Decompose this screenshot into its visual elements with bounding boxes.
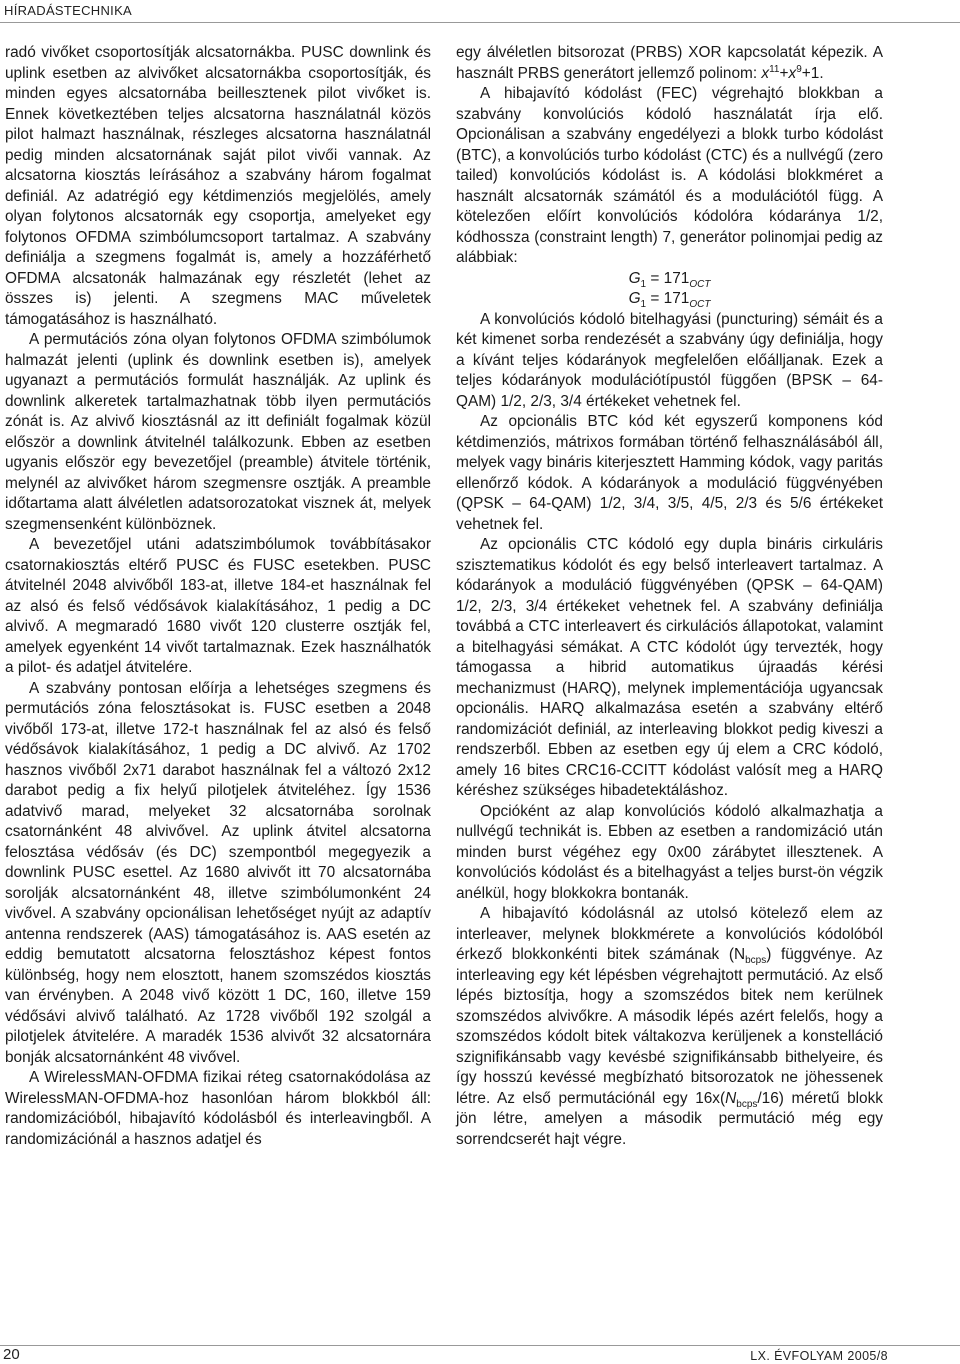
page-number: 20	[3, 1346, 20, 1363]
paragraph: Az opcionális CTC kódoló egy dupla bináris cirkuláris szisztematikus kódolót és egy belső interleavert tartalmaz. A kódarányok a moduláció függvényében (QPSK – 64-QAM) 1/2, 2/3, 3/4 értékeket vehetnek fel. A szabvány definiálja továbbá a CTC interleavert és cirkulációs állapotokat, valamint a bitelhagyási sémákat. A CTC kódolót úgy tervezték, hogy támogassa a hibrid automatikus újraadás kérési mechanizmust (HARQ), melynek implementációja ugyancsak opcionális. HARQ alkalmazása esetén a szabvány eltérő randomizációt definiál, az interleaving blokkot pedig kiveszi a rendszerből. Ebben az esetben egy új elem a CRC kódoló, amely 16 bites CRC16-CCITT kódolást valósít meg a HARQ kéréshez szükséges hibadetektáláshoz.	[456, 536, 883, 799]
paragraph-text: A hibajavító kódolásnál az utolsó kötelező elem az interleaver, melynek blokkmérete a konvolúciós kódolóból érkező blokkonkénti bitek számának (N	[456, 905, 883, 963]
paragraph: A konvolúciós kódoló bitelhagyási (puncturing) sémáit és a két kimenet sorba rendezését a szabvány úgy definiálja, hogy a kívánt teljes kódarányok megfelelően előálljanak. Ezek a teljes kódarányok modulációtípustól függően (BPSK – 64-QAM) 1/2, 2/3, 3/4 értékeket vehetnek fel.	[456, 310, 883, 410]
paragraph-text: ) függvénye. Az interleaving egy két lépésben végrehajtott permutáció. Az első lépés biztosítja, hogy a szomszédos bitek nem kerülnek szomszédos alvivőkre. A második lépés azért felelős, hogy a szomszédos kódolt bitek váltakozva kerüljenek a konstelláció szignifikánsabb vagy kevésbé szignifikánsabb bithelyeire, és így hosszú kevéssé megbízható bitsorozatok ne jöhessenek létre. Az első permutációnál egy 16x(	[456, 946, 883, 1107]
polynomial-var: x	[788, 64, 797, 82]
polynomial-var: x	[761, 64, 770, 82]
paragraph	[456, 43, 883, 84]
paragraph: A hibajavító kódolást (FEC) végrehajtó blokkban a szabvány konvolúciós kódoló használatát írja elő. Opcionálisan a szabvány engedélyezi a blokk turbo kódolást (BTC), a konvolúciós turbo kódolást (CTC) és a nullvégű (zero tailed) konvolúciós kódolást is. A kódolási blokkméret a használt alcsatornák számától és a modulációtól függ. A kötelezően előírt konvolúciós kódolóra kódaránya 1/2, kódhossza (constraint length) 7, generátor polinomjai pedig az alábbiak:	[456, 85, 883, 266]
paragraph: A bevezetőjel utáni adatszimbólumok továbbításakor csatornakiosztás eltérő PUSC és FUSC esetekben. PUSC átvitelnél 2048 alvivőből 183-at, illetve 184-et használnak fel az alsó és felső védősávok kialakításához, 1 pedig a DC alvivő. A megmaradó 1680 vivőt 120 clusterre osztják fel, amelyek egyenként 14 vivőt tartalmaznak. Ezek használhatók a pilot- és adatjel átvitelére.	[5, 536, 431, 676]
polynomial-plus: +	[779, 64, 789, 82]
polynomial-exponent: 11	[769, 63, 780, 75]
equation-sub: 1	[640, 299, 647, 311]
header-divider	[0, 22, 960, 23]
paragraph: radó vivőket csoportosítják alcsatornákba. PUSC downlink és uplink esetben az alvivőket alcsatornákba csoportosítják, és minden egyes alcsatornába beillesztenek pilot vivőket is. Ennek következtében teljes alcsatorna használatnál közös pilot halmazt használnak, részleges alcsatorna használatnál pedig minden alcsatornának saját pilot vivői vannak. Az alcsatorna kiosztás leírásához a szabvány három fogalmat definiál. Az adatrégió egy kétdimenziós megjelölés, amely olyan folytonos alcsatornák egy csoportja, amelyeket egy folytonos OFDMA szimbólumcsoport tartalmaz. A szabvány definiálja a szegmens fogalmát is, amely a hozzáférhető OFDMA alcsatonák halmazának egy részletét (lehet az összes is) jelenti. A szegmens MAC műveletek támogatásához is használható.	[5, 44, 431, 328]
paragraph: A szabvány pontosan előírja a lehetséges szegmens és permutációs zóna felosztásokat is. FUSC esetben a 2048 vivőből 173-at, illetve 172-t használnak fel az alsó és felső védősávok kialakításához, 1 pedig a DC alvivő. Az 1702 hasznos vivőből 2x71 darabot használnak fel a változó 2x12 darabot pedig a fix helyű pilotjelek átviteléhez. Így 1536 adatvivő marad, melyeket 32 alcsatornába sorolnak csatornánként 48 alvivővel. Az uplink átvitel alcsatorna felosztása védősáv (és DC) szempontból megegyezik a downlink PUSC esettel. Az 1680 alvivőt itt 70 alcsatornába sorolják alcsatornánként 48, illetve szimbólumonként 24 vivővel. A szabvány opcionálisan lehetőséget nyújt az adaptív antenna rendszerek (AAS) támogatásához is. AAS esetén az eddig bemutatott alcsatorna felosztáshoz képest fontos különbség, hogy nem elosztott, hanem szomszédos kiosztás van érvényben. A 2048 vivő között 1 DC, 160, illetve 159 védősávi alvivő található. Az 1728 vivőből 192 szolgál a pilotjelek átvitelére. A maradék 1536 alvivőt 32 alcsatornára bonják alcsatornánként 48 vivővel.	[5, 679, 431, 1066]
paragraph-text: egy álvéletlen bitsorozat (PRBS) XOR kapcsolatát képezik. A használt PRBS generátort jellemző polinom:	[456, 44, 883, 82]
equation	[456, 289, 883, 310]
right-column	[456, 43, 883, 1150]
paragraph: Opcióként az alap konvolúciós kódoló alkalmazhatja a nullvégű technikát is. Ebben az esetben a randomizáció után minden burst végéhez egy 0x00 zárábytet illesztenek. A konvolúciós kódolást és a bitelhagyást a teljes burst-ön végzik anélkül, hogy blokkokra bontanák.	[456, 802, 883, 902]
footer-divider	[0, 1345, 960, 1346]
left-column	[5, 43, 431, 1150]
equation-rhs: = 171	[646, 269, 690, 287]
paragraph-text: /16) méretű blokk jön létre, amelyen a második permutáció még egy sorrendcserét hajt végre.	[456, 1089, 883, 1148]
subscript: bcps	[745, 955, 767, 967]
equation-var: G	[628, 290, 641, 307]
equation-rhs-sub: OCT	[689, 278, 711, 290]
math-var: N	[725, 1089, 737, 1107]
section-header: HÍRADÁSTECHNIKA	[4, 3, 133, 18]
equation-rhs-sub: OCT	[689, 299, 711, 311]
polynomial-exponent: 9	[796, 63, 802, 75]
paragraph: Az opcionális BTC kód két egyszerű komponens kód kétdimenziós, mátrixos formában történő felhasználásából áll, melyek vagy bináris kiterjesztett Hamming kódok, vagy paritás ellenőrző kódok. A kódarányok a moduláció függvényében (QPSK – 64-QAM) 1/2, 3/4, 3/5, 4/5, 2/3 és 5/6 értékeket vehetnek fel.	[456, 413, 883, 533]
equation-rhs: = 171	[646, 290, 690, 307]
subscript: bcps	[736, 1098, 758, 1110]
equation-sub: 1	[640, 278, 647, 290]
polynomial-tail: +1.	[801, 64, 824, 82]
equation	[456, 269, 883, 290]
journal-issue: LX. ÉVFOLYAM 2005/8	[750, 1349, 888, 1363]
paragraph	[456, 904, 883, 1150]
equation-var: G	[628, 269, 641, 287]
paragraph: A WirelessMAN-OFDMA fizikai réteg csatornakódolása az WirelessMAN-OFDMA-hoz hasonlóan három blokkból áll: randomizációból, hibajavító kódolásból és interleavingből. A randomizációnál a hasznos adatjel és	[5, 1069, 431, 1148]
paragraph: A permutációs zóna olyan folytonos OFDMA szimbólumok halmazát jelenti (uplink és downlink esetben is), amelyek ugyanazt a permutációs formulát használják. Az uplink és downlink alkeretek tartalmazhatnak több ilyen permutációs zónát is. Az alvivő kiosztásnál az itt definiált fogalmak közül először a downlink átvitelnél találkozunk. Ebben az esetben ugyanis először egy bevezetőjel (preamble) átvitele történik, melynél az alvivőket három szegmensre osztják. A preamble időtartama alatt álvéletlen adatsorozatokat visznek át, melyek szegmensenként különböznek.	[5, 331, 431, 533]
